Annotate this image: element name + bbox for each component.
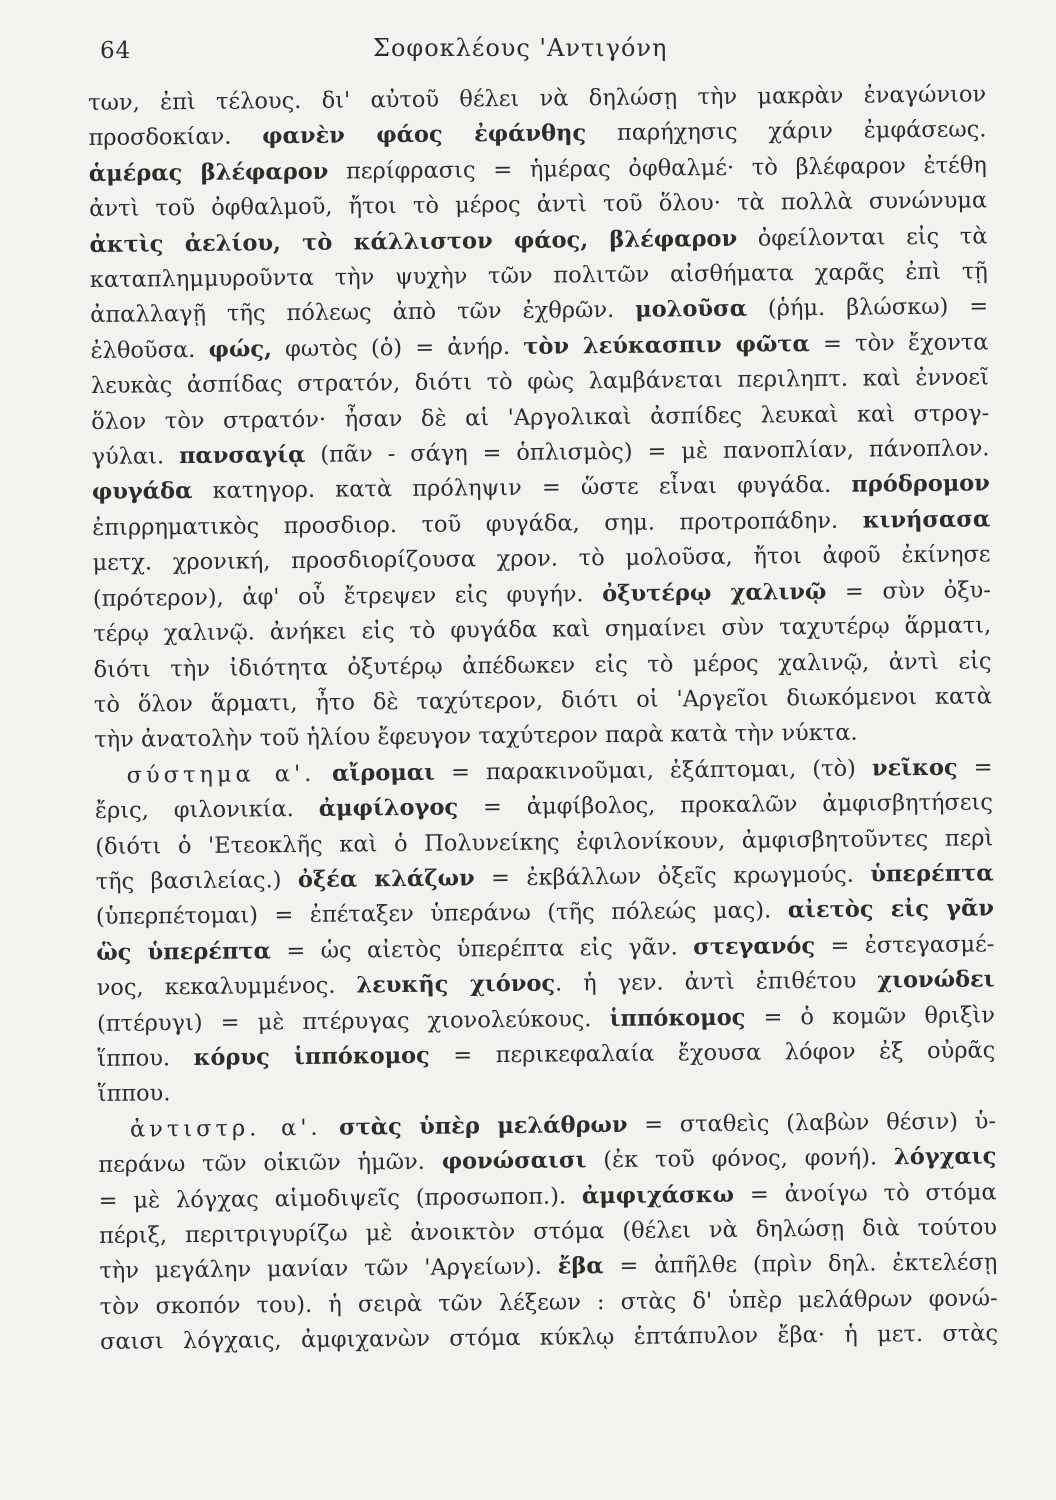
text-run: ὀφείλονται εἰς τὰ xyxy=(736,222,988,252)
text-run: ἐλθοῦσα. xyxy=(90,336,209,364)
lemma-term: τὸν λεύκασπιν φῶτα xyxy=(523,330,810,360)
text-run: = τὸν ἔχοντα xyxy=(809,329,989,357)
text-run: ἀπαλλαγῇ τῆς πόλεως ἀπὸ τῶν ἐχθρῶν. xyxy=(90,297,636,329)
text-run: (ἐκ τοῦ φόνος, φονή). xyxy=(586,1144,895,1174)
text-run: = ὡς αἰετὸς ὑπερέπτα εἰς γᾶν. xyxy=(270,933,694,965)
page-header xyxy=(88,28,986,78)
lemma-term: ἁμέρας βλέφαρον xyxy=(88,158,329,187)
text-run: παρήχησις χάριν ἐμφάσεως. xyxy=(586,116,987,147)
commentary-text xyxy=(88,77,998,1360)
lemma-term: αἴρομαι xyxy=(315,759,436,787)
text-run: (πᾶν - σάγη = ὁπλισμὸς) = μὲ πανοπλίαν, πάνοπλον. xyxy=(305,435,990,468)
text-run: ἐπιρρηματικὸς προσδιορ. τοῦ φυγάδα, σημ. προτροπάδην. xyxy=(92,507,863,541)
lemma-term: πανσαγίᾳ xyxy=(178,441,306,470)
lemma-term: ἀμφίλογος xyxy=(318,794,459,822)
lemma-term: φονώσαισι xyxy=(441,1147,587,1175)
text-run: τὴν ἀνατολὴν τοῦ ἡλίου ἔφευγον ταχύτερον παρὰ κατὰ τὴν νύκτα. xyxy=(94,719,858,754)
lemma-term: κινήσασα xyxy=(862,506,991,534)
lemma-term: φυγάδα xyxy=(91,478,193,506)
lemma-term: ἔβα xyxy=(557,1253,604,1280)
text-run: περίφρασις = ἡμέρας ὀφθαλμέ· τὸ βλέφαρον ἐτέθη xyxy=(328,152,987,185)
text-run: = xyxy=(957,754,993,781)
text-run: γύλαι. xyxy=(91,443,180,471)
section-label: ἀντιστρ. α'. xyxy=(129,1114,322,1143)
text-run: = παρακινοῦμαι, ἐξάπτομαι, (τὸ) xyxy=(434,755,873,786)
text-run: = ἐκβάλλων ὀξεῖς κρωγμούς. xyxy=(474,861,871,892)
text-run: (ῥήμ. βλώσκω) = xyxy=(746,293,989,323)
text-run: τὴν μεγάλην μανίαν τῶν 'Αργείων). xyxy=(99,1253,558,1285)
text-line xyxy=(100,1317,998,1361)
text-run: = σὺν ὀξυ- xyxy=(826,577,992,605)
text-run: τὸ ὅλον ἅρματι, ἦτο δὲ ταχύτερον, διότι οἱ 'Αργεῖοι διωκόμενοι κατὰ xyxy=(93,683,993,718)
lemma-term: λόγχαις xyxy=(893,1143,997,1171)
text-run: τέρῳ χαλινῷ. ἀνήκει εἰς τὸ φυγάδα καὶ σημαίνει σὺν ταχυτέρῳ ἅρματι, xyxy=(93,612,992,648)
text-run: τῆς βασιλείας.) xyxy=(95,866,299,895)
text-run: = περικεφαλαία ἔχουσα λόφον ἐξ οὐρᾶς xyxy=(429,1037,996,1069)
text-run: = ἀνοίγω τὸ στόμα xyxy=(733,1178,997,1208)
text-run: προσδοκίαν. xyxy=(88,123,263,152)
running-title: Σοφοκλέους 'Αντιγόνη xyxy=(373,34,668,62)
lemma-term: νεῖκος xyxy=(871,754,958,782)
section-label: σύστημα α'. xyxy=(126,760,316,789)
lemma-term: αἰετὸς εἰς γᾶν xyxy=(787,895,995,924)
lemma-term: μολοῦσα xyxy=(635,296,748,324)
lemma-term: χιονώδει xyxy=(877,966,995,994)
text-run: (πρότερον), ἀφ' οὗ ἔτρεψεν εἰς φυγήν. xyxy=(92,580,603,612)
lemma-term: λευκῆς χιόνος xyxy=(356,970,556,999)
lemma-term: ἱππόκομος xyxy=(609,1004,746,1032)
text-run: φωτὸς (ὁ) = ἀνήρ. xyxy=(271,333,524,363)
text-run: (διότι ὁ 'Ετεοκλῆς καὶ ὁ Πολυνείκης ἐφιλονίκουν, ἀμφισβητοῦντες περὶ xyxy=(95,824,994,860)
lemma-term: φώς, xyxy=(208,336,273,363)
lemma-term: ἀκτὶς ἀελίου, τὸ κάλλιστον φάος, βλέφαρον xyxy=(89,225,738,258)
text-run: ἀντὶ τοῦ ὀφθαλμοῦ, ἤτοι τὸ μέρος ἀντὶ τοῦ ὅλου· τὰ πολλὰ συνώνυμα xyxy=(89,187,988,223)
text-run: πέριξ, περιτριγυρίζω μὲ ἀνοικτὸν στόμα (θέλει νὰ δηλώσῃ διὰ τούτου xyxy=(98,1214,998,1249)
lemma-term: ἀμφιχάσκω xyxy=(581,1181,735,1209)
lemma-term: στὰς ὑπὲρ μελάθρων xyxy=(321,1111,628,1141)
text-run: σαισι λόγχαις, ἀμφιχανὼν στόμα κύκλῳ ἑπτάπυλον ἔβα· ἡ μετ. στὰς xyxy=(99,1320,999,1356)
text-run: = ἐστεγασμέ- xyxy=(814,931,995,959)
lemma-term: κόρυς ἱππόκομος xyxy=(193,1042,430,1071)
text-run: καταπλημμυροῦντα τὴν ψυχὴν τῶν πολιτῶν αἰσθήματα χαρᾶς ἐπὶ τῇ xyxy=(89,258,988,294)
text-run: ἵππου. xyxy=(97,1080,171,1108)
text-run: = ἀμφίβολος, προκαλῶν ἀμφισβητήσεις xyxy=(458,789,994,821)
text-run: των, ἐπὶ τέλους. δι' αὐτοῦ θέλει νὰ δηλώσῃ τὴν μακρὰν ἐναγώνιον xyxy=(88,81,987,116)
lemma-term: ὣς ὑπερέπτα xyxy=(96,938,272,966)
lemma-term: φανὲν φάος ἐφάνθης xyxy=(262,120,587,150)
text-run: ἔρις, φιλονικία. xyxy=(94,795,319,825)
text-run: τὸν σκοπόν του). ἡ σειρὰ τῶν λέξεων : στὰς δ' ὑπὲρ μελάθρων φονώ- xyxy=(99,1285,998,1320)
text-run: = σταθεὶς (λαβὼν θέσιν) ὑ- xyxy=(627,1108,997,1138)
text-run: = ὁ κομῶν θριξὶν xyxy=(745,1001,996,1031)
text-run: μετχ. χρονική, προσδιορίζουσα χρον. τὸ μολοῦσα, ἤτοι ἀφοῦ ἐκίνησε xyxy=(92,541,991,577)
text-run: ἵππου. xyxy=(97,1045,194,1072)
text-run: = μὲ λόγχας αἱμοδιψεῖς (προσωποπ.). xyxy=(98,1182,583,1214)
text-run: (ὑπερπέτομαι) = ἐπέταξεν ὑπεράνω (τῆς πόλεώς μας). xyxy=(95,897,788,931)
text-run: περάνω τῶν οἰκιῶν ἡμῶν. xyxy=(98,1148,442,1179)
lemma-term: ὀξέα κλάζων xyxy=(297,865,475,893)
text-run: ὅλον τὸν στρατόν· ἦσαν δὲ αἱ 'Αργολικαὶ ἀσπίδες λευκαὶ καὶ στρογ- xyxy=(91,400,990,435)
text-run: (πτέρυγι) = μὲ πτέρυγας χιονολεύκους. xyxy=(96,1005,610,1037)
text-run: νος, κεκαλυμμένος. xyxy=(96,972,357,1002)
lemma-term: ὀξυτέρῳ χαλινῷ xyxy=(602,578,827,607)
text-run: . ἡ γεν. ἀντὶ ἐπιθέτου xyxy=(554,967,878,997)
text-run: λευκὰς ἀσπίδας στρατόν, διότι τὸ φὼς λαμβάνεται περιληπτ. καὶ ἐννοεῖ xyxy=(90,364,989,400)
lemma-term: πρόδρομον xyxy=(851,470,990,499)
lemma-term: στεγανός xyxy=(693,932,816,960)
lemma-term: ὑπερέπτα xyxy=(870,860,994,888)
text-run: = ἀπῆλθε (πρὶν δηλ. ἐκτελέσῃ xyxy=(603,1249,998,1280)
text-run: διότι τὴν ἰδιότητα ὀξυτέρῳ ἀπέδωκεν εἰς τὸ μέρος χαλινῷ, ἀντὶ εἰς xyxy=(93,647,992,683)
text-run: κατηγορ. κατὰ πρόληψιν = ὥστε εἶναι φυγάδα. xyxy=(192,472,852,505)
page-number: 64 xyxy=(100,38,132,64)
